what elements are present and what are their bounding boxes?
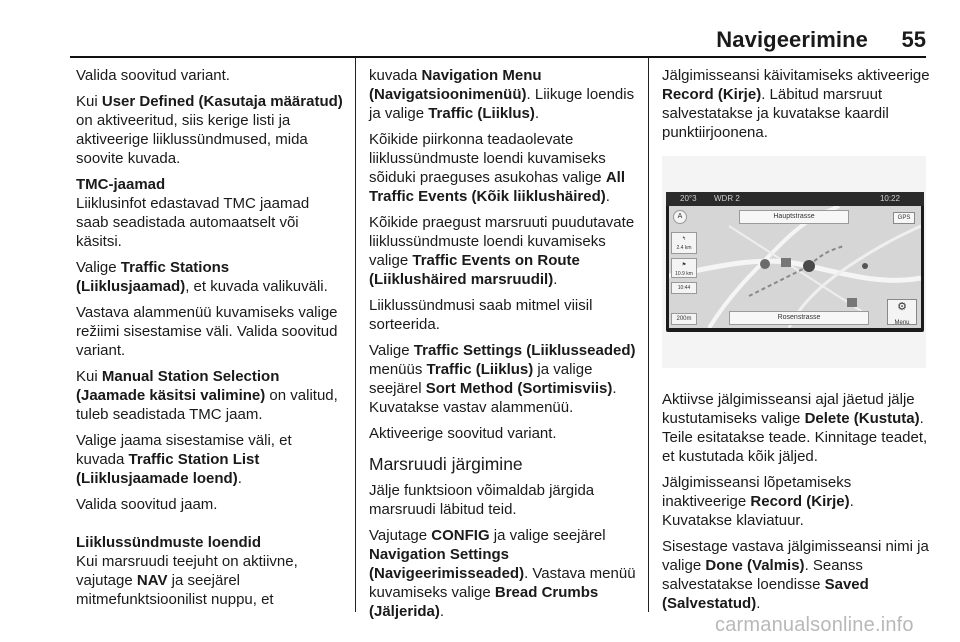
destination-distance-box: ⚑ 10.9 km [671,258,697,278]
paragraph: Liiklussündmusi saab mitmel viisil sorteerida. [369,297,593,333]
menu-term: Traffic Events on Route (Liiklushäired marsruudil) [369,252,580,288]
menu-term: User Defined (Kasutaja määratud) [101,93,343,110]
compass-button: A [673,210,687,224]
menu-term: Traffic Stations (Liiklusjaamad) [76,259,230,295]
paragraph: Vajutage CONFIG ja valige seejärel Navigation Settings (Navigeerimisseaded). Vastava menüü kuvamiseks valige Bread Crumbs (Jäljerida). [369,527,636,620]
paragraph: Valige jaama sisestamise väli, et kuvada Traffic Station List (Liiklusjaamade loend). [76,432,292,487]
menu-term: Delete (Kustuta) [804,410,920,427]
paragraph: Valida soovitud jaam. [76,496,218,513]
paragraph: kuvada Navigation Menu (Navigatsioonimenüü). Liikuge loendis ja valige Traffic (Liiklus). [369,67,635,122]
radio-station-text: WDR 2 [714,194,740,203]
flag-icon: ⚑ [681,262,687,268]
infotainment-display [666,192,924,332]
menu-term: Manual Station Selection (Jaamade käsitsi valimine) [76,368,280,404]
button-term: CONFIG [431,527,490,544]
column-divider [648,58,649,612]
page-number: 55 [901,27,926,52]
menu-term: All Traffic Events (Kõik liiklushäired) [369,169,625,205]
menu-term: Navigation Menu (Navigatsioonimenüü) [369,67,542,103]
map-view [669,206,921,328]
watermark: carmanualsonline.info [715,614,914,636]
paragraph: Liiklusinfot edastavad TMC jaamad saab seadistada automaatselt või käsitsi. [76,195,310,250]
paragraph: Valida soovitud variant. [76,67,230,84]
navigation-screen-figure [662,156,926,368]
paragraph: Kuvatakse klaviatuur. [662,512,804,529]
menu-term: Sort Method (Sortimisviis) [425,380,613,397]
paragraph: Kui marsruudi teejuht on aktiivne, vajutage NAV ja seejärel mitmefunktsioonilist nuppu, et [76,553,298,608]
paragraph: Valige Traffic Settings (Liiklusseaded) menüüs Traffic (Liiklus) ja valige seejärel Sort Method (Sortimisviis). Kuvatakse vastav alammenüü. [369,342,636,416]
subheading-tmc: TMC-jaamad [76,176,166,193]
subheading-traffic-lists: Liiklussündmuste loendid [76,534,262,551]
menu-term: Saved (Salvestatud) [662,576,869,612]
clock-text: 10:22 [879,194,900,203]
paragraph: Aktiveerige soovitud variant. [369,425,557,442]
button-term: NAV [136,572,168,589]
paragraph: Vastava alammenüü kuvamiseks valige režiimi sisestamise väli. Valida soovitud variant. [76,304,338,359]
display-status-bar [666,192,924,206]
menu-icon: ⚙ [897,301,907,313]
next-turn-box: ↰ 2.4 km [671,232,697,254]
paragraph: Jälje funktsioon võimaldab järgida marsruudi läbitud teid. [369,482,595,518]
paragraph: Kõikide piirkonna teadaolevate liiklussündmuste loendi kuvamiseks sõiduki praeguses asukohas valige All Traffic Events (Kõik liiklushäired). [369,131,625,205]
column-1 [76,66,344,609]
menu-term: Record (Kirje) [662,86,762,103]
section-heading-route-follow: Marsruudi järgimine [369,454,523,474]
current-street-label: Hauptstrasse [739,210,849,224]
map-scale: 200m [671,313,697,325]
menu-term: Traffic Station List (Liiklusjaamade loend) [76,451,260,487]
page-header [0,0,960,58]
paragraph: Jälgimisseansi lõpetamiseks inaktiveerige Record (Kirje). [662,474,854,510]
map-roads [669,206,921,328]
paragraph: Jälgimisseansi käivitamiseks aktiveerige Record (Kirje). Läbitud marsruut salvestatakse ja kuvatakse kaardil punktiirjoonena. [662,67,930,141]
paragraph: Aktiivse jälgimisseansi ajal jäetud jälje kustutamiseks valige Delete (Kustuta). Teile esitatakse teade. Kinnitage teadet, et kustutada kõik jäljed. [662,391,928,465]
header-rule [70,56,926,58]
paragraph: Sisestage vastava jälgimisseansi nimi ja valige Done (Valmis). Seanss salvestatakse loendisse Saved (Salvestatud). [662,538,929,612]
menu-term: Traffic (Liiklus) [428,105,535,122]
temperature-text: 20°3 [680,194,697,203]
column-divider [355,58,356,612]
paragraph: Kõikide praegust marsruuti puudutavate liiklussündmuste loendi kuvamiseks valige Traffic Events on Route (Liiklushäired marsruudil). [369,214,635,288]
menu-term: Done (Valmis) [705,557,805,574]
menu-term: Traffic (Liiklus) [426,361,534,378]
next-street-label: Rosenstrasse [729,311,869,325]
column-3 [662,66,930,613]
turn-arrow-icon: ↰ [681,236,687,242]
column-2 [369,66,637,621]
arrival-time-box: 10:44 [671,282,697,294]
paragraph: Valige Traffic Stations (Liiklusjaamad), et kuvada valikuväli. [76,259,328,295]
paragraph: Kui User Defined (Kasutaja määratud) on aktiveeritud, siis kerige listi ja aktiveerige liiklussündmused, mida soovite kuvada. [76,93,343,167]
section-title: Navigeerimine [716,27,868,52]
menu-term: Bread Crumbs (Jäljerida) [369,584,599,620]
menu-term: Traffic Settings (Liiklusseaded) [413,342,636,359]
paragraph: Kui Manual Station Selection (Jaamade käsitsi valimine) on valitud, tuleb seadistada TMC jaam. [76,368,338,423]
menu-button: ⚙ Menu [887,299,917,325]
gps-indicator: GPS [893,212,915,224]
menu-term: Record (Kirje) [750,493,850,510]
menu-term: Navigation Settings (Navigeerimisseaded) [369,546,525,582]
